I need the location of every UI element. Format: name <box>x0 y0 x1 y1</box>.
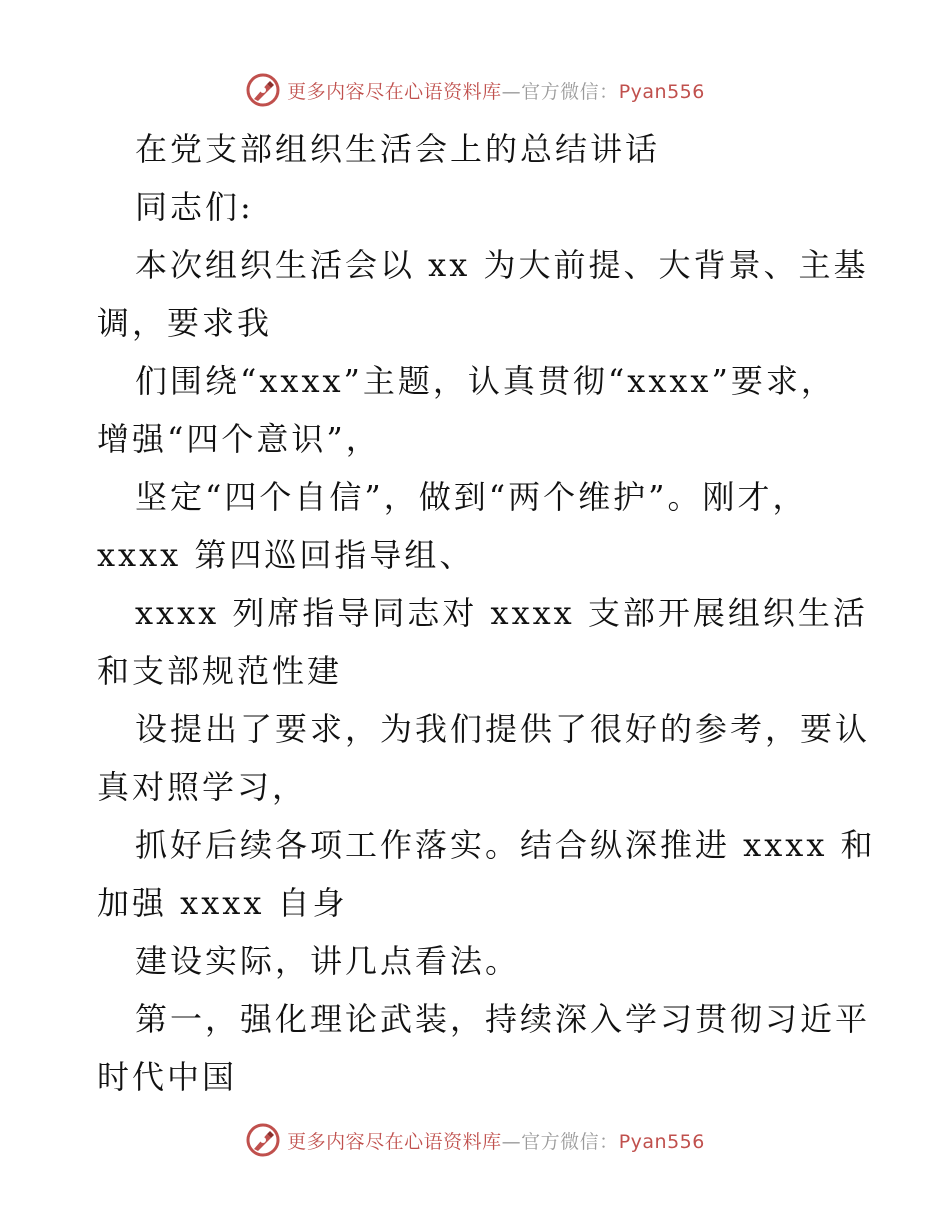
text-line: 抓好后续各项工作落实。结合纵深推进 xxxx 和 <box>135 826 876 864</box>
footer-watermark <box>0 1120 950 1160</box>
text-line: 们围绕“xxxx”主题，认真贯彻“xxxx”要求， <box>135 362 836 400</box>
text-line: 时代中国 <box>97 1058 238 1096</box>
text-line: xxxx 列席指导同志对 xxxx 支部开展组织生活 <box>135 594 868 632</box>
pen-logo-icon <box>245 72 281 108</box>
document-title: 在党支部组织生活会上的总结讲话 <box>135 130 661 168</box>
text-line: 调，要求我 <box>97 304 273 342</box>
text-line: 设提出了要求，为我们提供了很好的参考，要认 <box>135 710 871 748</box>
pen-logo-icon <box>245 1122 281 1158</box>
text-line: 真对照学习， <box>97 768 308 806</box>
header-watermark <box>0 70 950 110</box>
text-line: 加强 xxxx 自身 <box>97 884 348 922</box>
text-line: 坚定“四个自信”，做到“两个维护”。刚才， <box>135 478 808 516</box>
header-watermark-text: 更多内容尽在心语资料库—官方微信：Pyan556 <box>287 80 705 103</box>
footer-watermark-text: 更多内容尽在心语资料库—官方微信：Pyan556 <box>287 1130 705 1153</box>
text-line: 本次组织生活会以 xx 为大前提、大背景、主基 <box>135 246 869 284</box>
text-line: 同志们: <box>135 188 254 226</box>
text-line: 建设实际，讲几点看法。 <box>135 942 521 980</box>
text-line: xxxx 第四巡回指导组、 <box>97 536 475 574</box>
text-line: 和支部规范性建 <box>97 652 343 690</box>
document-body <box>97 120 876 1106</box>
text-line: 第一，强化理论武装，持续深入学习贯彻习近平 <box>135 1000 871 1038</box>
text-line: 增强“四个意识”， <box>97 420 381 458</box>
